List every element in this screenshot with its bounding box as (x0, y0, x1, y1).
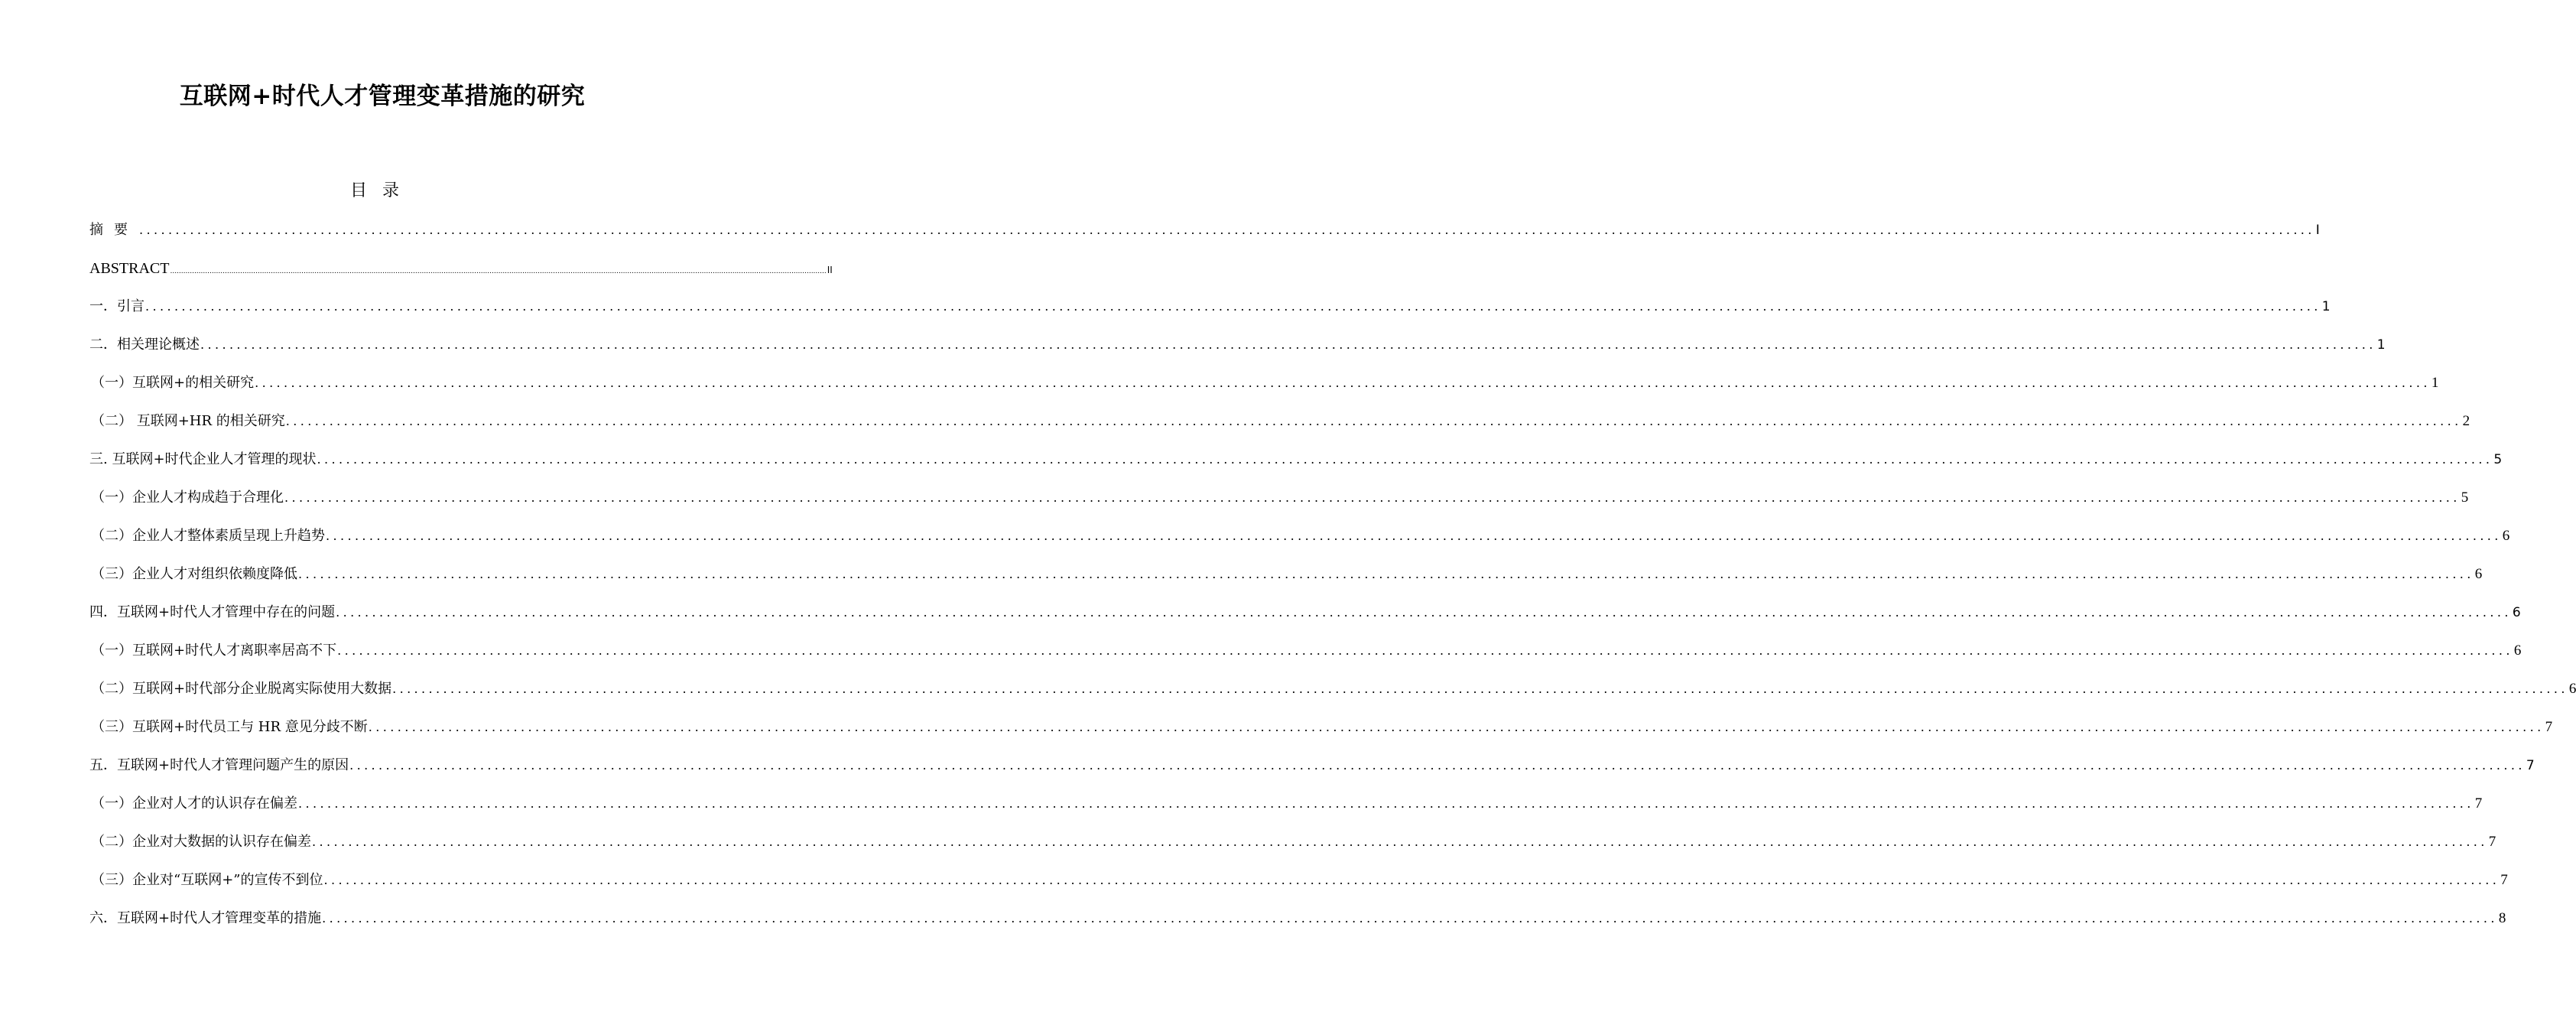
toc-entry-label: （二）企业对大数据的认识存在偏差 (91, 834, 311, 850)
toc-entry-section-5-3[interactable] (89, 861, 2508, 899)
toc-dot-leader: ............................................................................................................................................................................................................................................................................................................ (322, 911, 2498, 926)
toc-entry-page: 7 (2488, 834, 2496, 850)
toc-entry-chapter-6[interactable] (89, 899, 2506, 938)
table-of-contents (89, 211, 2576, 938)
toc-dot-leader: ............................................................................................................................................................................................................................................................................................................ (170, 268, 827, 275)
toc-entry-label: 二．相关理论概述 (89, 337, 200, 353)
toc-dot-leader: ............................................................................................................................................................................................................................................................................................................ (368, 720, 2545, 734)
toc-entry-label: （三）互联网+时代员工与 HR 意见分歧不断 (91, 719, 368, 735)
toc-entry-label: （一）互联网+的相关研究 (91, 375, 255, 391)
toc-entry-label: 六．互联网+时代人才管理变革的措施 (89, 910, 322, 926)
toc-entry-page: 6 (2512, 605, 2521, 620)
toc-entry-section-2-2[interactable] (89, 402, 2470, 441)
toc-entry-page: 7 (2526, 758, 2535, 773)
toc-entry-section-4-2[interactable] (89, 670, 2576, 708)
toc-dot-leader: ............................................................................................................................................................................................................................................................................................................ (139, 223, 2315, 237)
toc-entry-label: （三）企业对“互联网+”的宣传不到位 (91, 872, 323, 888)
toc-entry-label: 摘要 (89, 222, 138, 238)
toc-dot-leader: ............................................................................................................................................................................................................................................................................................................ (392, 682, 2568, 696)
toc-entry-section-3-3[interactable] (89, 555, 2483, 594)
toc-entry-page: 7 (2474, 795, 2483, 812)
toc-entry-label: 五．互联网+时代人才管理问题产生的原因 (89, 757, 349, 773)
toc-dot-leader: ............................................................................................................................................................................................................................................................................................................ (200, 337, 2376, 352)
toc-entry-label: （二）企业人才整体素质呈现上升趋势 (91, 528, 325, 544)
toc-entry-page: 5 (2461, 490, 2469, 506)
toc-dot-leader: ............................................................................................................................................................................................................................................................................................................ (285, 414, 2462, 428)
toc-entry-label: （二） 互联网+HR 的相关研究 (91, 413, 285, 429)
toc-dot-leader: ............................................................................................................................................................................................................................................................................................................ (326, 529, 2502, 543)
toc-dot-leader: ............................................................................................................................................................................................................................................................................................................ (349, 758, 2526, 773)
toc-entry-chapter-1[interactable] (89, 288, 2331, 326)
toc-entry-page: 6 (2513, 642, 2522, 659)
toc-entry-label: （一）企业人才构成趋于合理化 (91, 490, 284, 506)
toc-heading: 目录 (349, 181, 414, 200)
toc-entry-label: （二）互联网+时代部分企业脱离实际使用大数据 (91, 681, 392, 697)
toc-entry-page: 5 (2493, 452, 2503, 467)
toc-entry-page: 7 (2500, 872, 2508, 888)
toc-entry-page: 6 (2502, 528, 2510, 544)
toc-dot-leader: ............................................................................................................................................................................................................................................................................................................ (145, 299, 2321, 314)
toc-entry-section-3-2[interactable] (89, 517, 2510, 555)
toc-dot-leader: ............................................................................................................................................................................................................................................................................................................ (312, 834, 2488, 849)
toc-entry-chapter-5[interactable] (89, 747, 2535, 785)
document-title: 互联网+时代人才管理变革措施的研究 (179, 83, 586, 110)
toc-dot-leader: ............................................................................................................................................................................................................................................................................................................ (337, 643, 2513, 658)
toc-dot-leader: ............................................................................................................................................................................................................................................................................................................ (336, 605, 2512, 620)
toc-entry-page: 1 (2431, 375, 2439, 391)
toc-entry-abstract-cn[interactable] (89, 211, 2320, 249)
toc-entry-label: 三. 互联网+时代企业人才管理的现状 (89, 451, 317, 467)
toc-entry-label: （一）企业对人才的认识存在偏差 (91, 795, 297, 812)
toc-entry-page: 7 (2545, 719, 2553, 735)
toc-dot-leader: ............................................................................................................................................................................................................................................................................................................ (298, 796, 2474, 811)
toc-entry-chapter-2[interactable] (89, 326, 2386, 364)
toc-entry-label: 一．引言 (89, 298, 145, 314)
toc-entry-label: 四．互联网+时代人才管理中存在的问题 (89, 604, 336, 620)
toc-dot-leader: ............................................................................................................................................................................................................................................................................................................ (255, 376, 2431, 390)
toc-dot-leader: ............................................................................................................................................................................................................................................................................................................ (284, 490, 2461, 505)
toc-entry-page: I (2315, 223, 2320, 238)
toc-entry-page: 1 (2321, 299, 2331, 314)
toc-entry-label: ABSTRACT (89, 260, 170, 277)
toc-entry-page: 6 (2568, 681, 2576, 697)
toc-entry-section-4-1[interactable] (89, 632, 2522, 670)
toc-entry-section-2-1[interactable] (89, 364, 2439, 402)
toc-dot-leader: ............................................................................................................................................................................................................................................................................................................ (317, 452, 2493, 467)
toc-entry-section-3-1[interactable] (89, 479, 2469, 517)
toc-entry-page: 6 (2474, 566, 2483, 582)
toc-entry-page: II (827, 265, 833, 275)
toc-entry-label: （三）企业人才对组织依赖度降低 (91, 566, 297, 582)
toc-entry-abstract-en[interactable] (89, 249, 833, 288)
toc-dot-leader: ............................................................................................................................................................................................................................................................................................................ (323, 873, 2500, 887)
toc-entry-chapter-3[interactable] (89, 441, 2503, 479)
toc-entry-section-5-2[interactable] (89, 823, 2496, 861)
toc-entry-page: 2 (2462, 413, 2470, 429)
toc-entry-page: 1 (2376, 337, 2386, 353)
toc-entry-page: 8 (2498, 910, 2506, 926)
toc-entry-section-4-3[interactable] (89, 708, 2553, 747)
toc-entry-chapter-4[interactable] (89, 594, 2521, 632)
toc-entry-label: （一）互联网+时代人才离职率居高不下 (91, 642, 337, 659)
toc-dot-leader: ............................................................................................................................................................................................................................................................................................................ (298, 567, 2474, 581)
toc-entry-section-5-1[interactable] (89, 785, 2483, 823)
